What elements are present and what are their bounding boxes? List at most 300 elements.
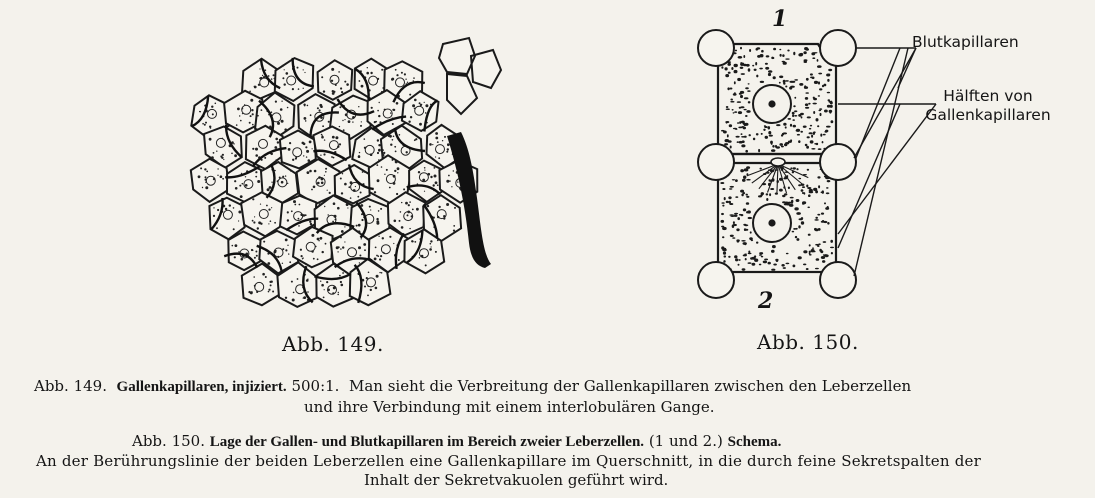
granule: [309, 170, 312, 173]
granule: [327, 190, 328, 191]
granule: [418, 171, 420, 173]
secretion-vacuole: [749, 134, 751, 136]
granule: [379, 272, 380, 273]
secretion-vacuole: [813, 103, 817, 105]
secretion-vacuole: [805, 107, 809, 109]
secretion-vacuole: [790, 197, 794, 199]
granule: [268, 75, 270, 77]
granule: [321, 76, 323, 78]
secretion-vacuole: [800, 53, 804, 56]
granule: [260, 204, 261, 205]
secretion-vacuole: [771, 250, 775, 253]
granule: [292, 299, 295, 302]
secretion-vacuole: [817, 59, 819, 62]
granule: [268, 223, 269, 224]
granule: [378, 210, 380, 212]
granule: [326, 281, 328, 283]
granule: [250, 115, 252, 117]
secretion-vacuole: [761, 192, 764, 195]
granule: [225, 208, 227, 210]
secretion-vacuole: [761, 256, 763, 258]
granule: [344, 226, 345, 227]
granule: [339, 143, 341, 145]
granule: [307, 105, 309, 107]
granule: [257, 180, 260, 183]
granule: [291, 210, 293, 212]
granule: [449, 180, 451, 182]
granule: [368, 272, 370, 274]
granule: [268, 291, 270, 293]
granule: [240, 120, 242, 122]
granule: [281, 120, 284, 123]
secretion-vacuole: [800, 113, 804, 115]
granule: [307, 291, 309, 293]
secretion-vacuole: [783, 267, 786, 269]
secretion-vacuole: [818, 95, 820, 96]
secretion-vacuole: [760, 81, 764, 83]
secretion-vacuole: [734, 213, 738, 215]
granule: [358, 246, 361, 249]
caption-150-schema: Schema.: [727, 434, 782, 450]
granule: [280, 108, 283, 111]
granule: [239, 185, 241, 187]
secretion-vacuole: [772, 245, 776, 248]
secretion-vacuole: [722, 205, 724, 207]
granule: [217, 209, 219, 211]
secretion-vacuole: [827, 92, 830, 94]
caption-150-text2: Inhalt der Sekretvakuolen geführt wird.: [364, 471, 669, 489]
secretion-vacuole: [789, 87, 792, 90]
secretion-vacuole: [805, 48, 809, 50]
secretion-vacuole: [726, 106, 729, 108]
granule: [378, 255, 380, 257]
granule: [222, 154, 224, 156]
label-bile-halves-line1: Hälften von: [943, 87, 1033, 105]
granule: [419, 257, 421, 259]
granule: [401, 202, 402, 203]
granule: [377, 179, 380, 182]
secretion-vacuole: [741, 133, 743, 135]
granule: [290, 171, 291, 172]
secretion-vacuole: [736, 228, 739, 231]
secretion-vacuole: [783, 80, 786, 83]
secretion-vacuole: [820, 113, 822, 116]
granule: [437, 239, 439, 241]
secretion-vacuole: [790, 124, 792, 127]
granule: [362, 171, 364, 173]
granule: [313, 258, 315, 260]
secretion-vacuole: [738, 56, 743, 59]
secretion-vacuole: [756, 75, 758, 78]
secretion-vacuole: [765, 67, 769, 70]
secretion-vacuole: [741, 126, 744, 128]
secretion-vacuole: [809, 128, 811, 130]
granule: [370, 72, 372, 74]
secretion-vacuole: [734, 64, 738, 67]
secretion-vacuole: [729, 214, 734, 216]
secretion-vacuole: [726, 108, 730, 110]
secretion-vacuole: [799, 83, 803, 86]
secretion-vacuole: [808, 103, 810, 105]
granule: [377, 152, 379, 154]
secretion-vacuole: [770, 188, 774, 190]
secretion-vacuole: [730, 235, 734, 237]
granule: [381, 272, 383, 274]
granule: [377, 139, 379, 141]
granule: [257, 227, 259, 229]
granule: [344, 241, 345, 242]
secretion-vacuole: [768, 126, 771, 129]
granule: [331, 80, 333, 82]
secretion-vacuole: [725, 139, 730, 142]
secretion-vacuole: [737, 101, 741, 103]
granule: [212, 113, 214, 115]
secretion-vacuole: [802, 201, 806, 204]
granule: [435, 181, 438, 184]
secretion-vacuole: [792, 112, 795, 115]
secretion-vacuole: [782, 195, 785, 197]
secretion-vacuole: [721, 220, 725, 223]
granule: [379, 258, 381, 260]
granule: [238, 220, 239, 221]
granule: [367, 67, 368, 68]
secretion-vacuole: [797, 134, 800, 136]
secretion-vacuole: [814, 219, 818, 221]
granule: [239, 115, 240, 116]
granule: [355, 186, 356, 187]
secretion-vacuole: [768, 73, 771, 76]
secretion-vacuole: [810, 125, 812, 127]
granule: [412, 209, 414, 211]
secretion-vacuole: [794, 110, 797, 112]
granule: [453, 170, 454, 171]
secretion-vacuole: [806, 185, 808, 188]
secretion-vacuole: [793, 228, 796, 230]
secretion-vacuole: [751, 239, 753, 241]
granule: [200, 111, 201, 112]
secretion-vacuole: [792, 119, 795, 121]
granule: [435, 156, 436, 157]
secretion-vacuole: [752, 65, 754, 67]
granule: [255, 154, 258, 157]
granule: [407, 214, 409, 216]
secretion-vacuole: [823, 254, 825, 256]
secretion-vacuole: [812, 57, 815, 59]
secretion-vacuole: [831, 120, 834, 123]
granule: [205, 176, 207, 178]
granule: [361, 85, 364, 88]
secretion-vacuole: [764, 126, 767, 128]
figure-150-schema: [688, 8, 1078, 308]
secretion-vacuole: [734, 111, 737, 113]
granule: [309, 221, 311, 223]
granule: [382, 87, 384, 89]
secretion-vacuole: [798, 225, 800, 228]
granule: [293, 292, 295, 294]
interlobular-duct: [447, 132, 491, 268]
granule: [422, 179, 425, 182]
caption-150-prefix: Abb. 150.: [132, 432, 205, 450]
granule: [254, 257, 256, 259]
secretion-vacuole: [749, 49, 751, 52]
granule: [268, 209, 270, 211]
granule: [285, 175, 286, 176]
secretion-vacuole: [760, 54, 764, 57]
granule: [415, 138, 417, 140]
granule: [262, 75, 263, 76]
granule: [430, 240, 432, 242]
granule: [311, 189, 313, 191]
granule: [295, 157, 297, 159]
granule: [251, 109, 253, 111]
secretion-vacuole: [764, 259, 768, 261]
granule: [410, 116, 412, 118]
secretion-vacuole: [756, 47, 760, 49]
granule: [378, 144, 380, 146]
secretion-vacuole: [740, 95, 743, 98]
granule: [211, 106, 213, 108]
granule: [374, 258, 377, 261]
secretion-vacuole: [748, 68, 751, 71]
secretion-vacuole: [806, 268, 809, 270]
secretion-vacuole: [747, 90, 750, 92]
granule: [235, 244, 238, 247]
secretion-vacuole: [759, 252, 763, 254]
granule: [304, 117, 307, 120]
granule: [394, 146, 396, 148]
granule: [401, 72, 403, 74]
granule: [275, 101, 277, 103]
granule: [277, 141, 279, 143]
secretion-vacuole: [779, 189, 783, 192]
granule: [394, 170, 396, 172]
granule: [424, 167, 426, 169]
secretion-vacuole: [748, 251, 750, 254]
granule: [323, 90, 325, 92]
granule: [384, 174, 385, 175]
secretion-vacuole: [830, 247, 834, 249]
secretion-vacuole: [776, 146, 780, 148]
granule: [344, 81, 346, 83]
granule: [325, 168, 327, 170]
secretion-vacuole: [730, 216, 734, 217]
granule: [298, 88, 300, 90]
granule: [281, 181, 284, 184]
granule: [255, 251, 257, 253]
secretion-vacuole: [779, 49, 781, 51]
secretion-vacuole: [723, 251, 726, 254]
secretion-vacuole: [730, 186, 734, 188]
secretion-vacuole: [806, 78, 809, 81]
secretion-vacuole: [788, 118, 792, 120]
secretion-vacuole: [772, 145, 774, 148]
granule: [233, 207, 235, 209]
granule: [339, 275, 341, 277]
label-bile-halves-line2: Gallenkapillaren: [925, 106, 1051, 124]
granule: [303, 104, 305, 106]
granule: [216, 227, 218, 229]
secretion-vacuole: [761, 50, 764, 53]
granule: [399, 220, 401, 222]
granule: [342, 272, 344, 274]
granule: [310, 223, 312, 225]
granule: [301, 255, 303, 257]
granule: [325, 171, 327, 173]
secretion-vacuole: [793, 265, 796, 268]
secretion-vacuole: [727, 87, 729, 90]
granule: [395, 69, 397, 71]
granule: [274, 132, 275, 133]
granule: [379, 102, 380, 103]
granule: [333, 202, 336, 205]
granule: [430, 176, 432, 178]
granule: [305, 120, 307, 122]
secretion-vacuole: [752, 263, 756, 266]
secretion-vacuole: [728, 256, 730, 258]
granule: [287, 107, 289, 109]
secretion-vacuole: [746, 194, 748, 196]
granule: [376, 218, 378, 220]
caption-150-note: (1 und 2.): [648, 432, 723, 450]
granule: [293, 200, 296, 203]
secretion-vacuole: [805, 97, 808, 100]
granule: [319, 203, 322, 206]
secretion-vacuole: [827, 181, 829, 183]
secretion-vacuole: [745, 115, 748, 117]
granule: [198, 175, 201, 178]
granule: [399, 134, 401, 136]
granule: [407, 82, 408, 83]
caption-149-text2: und ihre Verbindung mit einem interlobulären Gange.: [304, 398, 715, 416]
secretion-vacuole: [807, 116, 811, 118]
secretion-vacuole: [766, 198, 768, 201]
granule: [360, 192, 362, 194]
secretion-vacuole: [788, 187, 790, 190]
granule: [320, 281, 321, 282]
granule: [263, 241, 265, 243]
secretion-vacuole: [784, 203, 788, 205]
granule: [317, 182, 320, 185]
granule: [348, 186, 350, 188]
granule: [259, 78, 261, 80]
secretion-vacuole: [814, 81, 818, 84]
granule: [314, 170, 317, 173]
granule: [265, 69, 267, 71]
granule: [424, 102, 425, 103]
granule: [389, 135, 392, 138]
nucleus-2: [753, 204, 791, 242]
secretion-vacuole: [735, 196, 738, 198]
granule: [358, 230, 361, 233]
granule: [311, 234, 314, 237]
secretion-vacuole: [771, 149, 775, 152]
granule: [342, 120, 343, 121]
granule: [435, 137, 438, 140]
secretion-vacuole: [746, 202, 749, 205]
granule: [339, 106, 341, 108]
secretion-vacuole: [769, 135, 773, 137]
secretion-vacuole: [728, 196, 731, 199]
secretion-vacuole: [727, 134, 729, 137]
granule: [378, 149, 381, 152]
granule: [392, 139, 394, 141]
granule: [404, 73, 406, 75]
secretion-vacuole: [803, 264, 806, 266]
secretion-vacuole: [724, 255, 727, 257]
secretion-vacuole: [795, 236, 797, 238]
granule: [297, 67, 299, 69]
secretion-vacuole: [739, 259, 741, 261]
secretion-vacuole: [771, 57, 773, 59]
secretion-vacuole: [782, 54, 784, 57]
secretion-vacuole: [724, 197, 726, 200]
granule: [364, 249, 366, 251]
granule: [361, 238, 362, 239]
granule: [317, 107, 319, 109]
secretion-vacuole: [813, 188, 817, 191]
granule: [430, 243, 432, 245]
granule: [200, 167, 202, 169]
secretion-vacuole: [785, 126, 787, 128]
granule: [261, 109, 263, 111]
secretion-vacuole: [732, 109, 734, 111]
secretion-vacuole: [763, 129, 765, 131]
figure-150-label: Abb. 150.: [757, 330, 859, 354]
secretion-vacuole: [755, 62, 757, 65]
granule: [434, 167, 436, 169]
secretion-vacuole: [779, 76, 783, 79]
granule: [229, 204, 231, 206]
secretion-vacuole: [734, 81, 736, 84]
bile-capillary-cross-section: [771, 158, 785, 166]
granule: [217, 168, 218, 169]
granule: [213, 215, 215, 217]
secretion-vacuole: [748, 262, 752, 264]
secretion-vacuole: [739, 93, 742, 95]
granule: [222, 178, 224, 180]
secretion-vacuole: [818, 110, 821, 111]
granule: [453, 230, 455, 232]
secretion-vacuole: [745, 150, 748, 153]
secretion-vacuole: [805, 103, 808, 106]
secretion-vacuole: [807, 136, 810, 138]
granule: [376, 222, 379, 225]
secretion-vacuole: [721, 66, 723, 69]
secretion-vacuole: [734, 70, 738, 73]
secretion-vacuole: [822, 141, 824, 143]
granule: [323, 297, 325, 299]
granule: [321, 284, 324, 287]
granule: [389, 236, 391, 238]
granule: [398, 259, 400, 261]
secretion-vacuole: [783, 178, 787, 180]
secretion-vacuole: [720, 182, 724, 184]
secretion-vacuole: [781, 134, 783, 136]
granule: [317, 238, 320, 241]
granule: [416, 208, 419, 211]
granule: [370, 209, 371, 210]
granule: [265, 276, 267, 278]
secretion-vacuole: [730, 101, 734, 103]
secretion-vacuole: [760, 168, 762, 170]
secretion-vacuole: [786, 253, 789, 255]
secretion-vacuole: [730, 88, 733, 90]
secretion-vacuole: [766, 55, 770, 57]
granule: [393, 136, 395, 138]
secretion-vacuole: [732, 237, 735, 239]
granule: [337, 207, 340, 210]
granule: [300, 249, 302, 251]
